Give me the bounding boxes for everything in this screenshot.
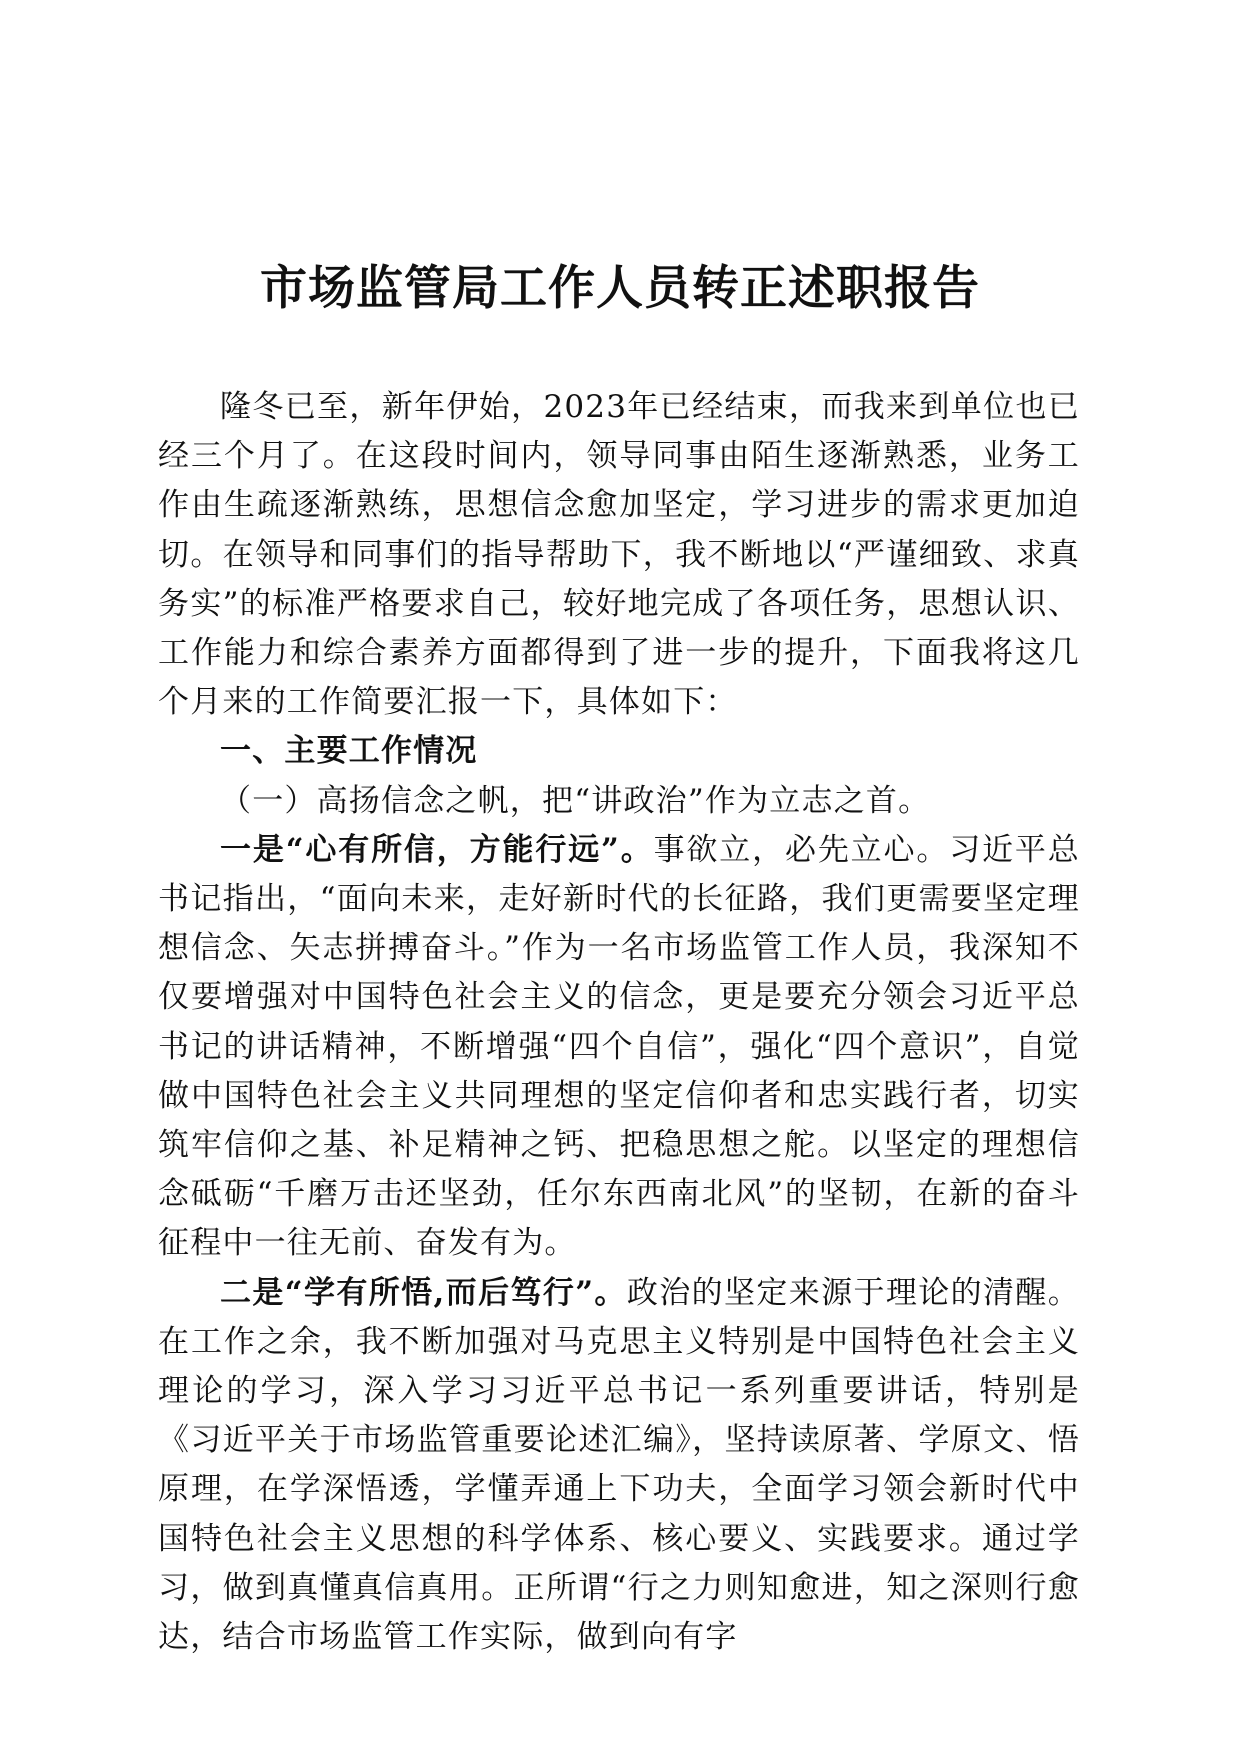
subsection-heading: （一）高扬信念之帆，把“讲政治”作为立志之首。 xyxy=(220,782,931,819)
document-title: 市场监管局工作人员转正述职报告 xyxy=(260,261,980,317)
section-heading xyxy=(158,727,1080,776)
document-body xyxy=(158,383,1080,1662)
point-one-paragraph xyxy=(158,826,1080,1269)
point-one-body: 事欲立，必先立心。习近平总书记指出，“面向未来，走好新时代的长征路，我们更需要坚定理想信念、矢志拼搏奋斗。”作为一名市场监管工作人员，我深知不仅要增强对中国特色社会主义的信念，更是要充分领会习近平总书记的讲话精神，不断增强“四个自信”，强化“四个意识”，自觉做中国特色社会主义共同理想的坚定信仰者和忠实践行者，切实筑牢信仰之基、补足精神之钙、把稳思想之舵。以坚定的理想信念砥砺“千磨万击还坚劲，任尔东西南北风”的坚韧，在新的奋斗征程中一往无前、奋发有为。 xyxy=(158,831,1080,1262)
section-heading-text: 一、主要工作情况 xyxy=(220,733,478,770)
point-two-body: 政治的坚定来源于理论的清醒。在工作之余，我不断加强对马克思主义特别是中国特色社会主义理论的学习，深入学习习近平总书记一系列重要讲话，特别是《习近平关于市场监管重要论述汇编》，坚持读原著、学原文、悟原理，在学深悟透，学懂弄通上下功夫，全面学习领会新时代中国特色社会主义思想的科学体系、核心要义、实践要求。通过学习，做到真懂真信真用。正所谓“行之力则知愈进，知之深则行愈达，结合市场监管工作实际，做到向有字 xyxy=(158,1274,1080,1656)
point-two-lead: 二是“学有所悟,而后笃行”。 xyxy=(220,1274,627,1311)
intro-paragraph: 隆冬已至，新年伊始，2023年已经结束，而我来到单位也已经三个月了。在这段时间内，领导同事由陌生逐渐熟悉，业务工作由生疏逐渐熟练，思想信念愈加坚定，学习进步的需求更加迫切。在领导和同事们的指导帮助下，我不断地以“严谨细致、求真务实”的标准严格要求自己，较好地完成了各项任务，思想认识、工作能力和综合素养方面都得到了进一步的提升，下面我将这几个月来的工作简要汇报一下，具体如下： xyxy=(158,389,1080,721)
point-one-lead: 一是“心有所信，方能行远”。 xyxy=(220,831,654,868)
point-two-paragraph xyxy=(158,1269,1080,1663)
